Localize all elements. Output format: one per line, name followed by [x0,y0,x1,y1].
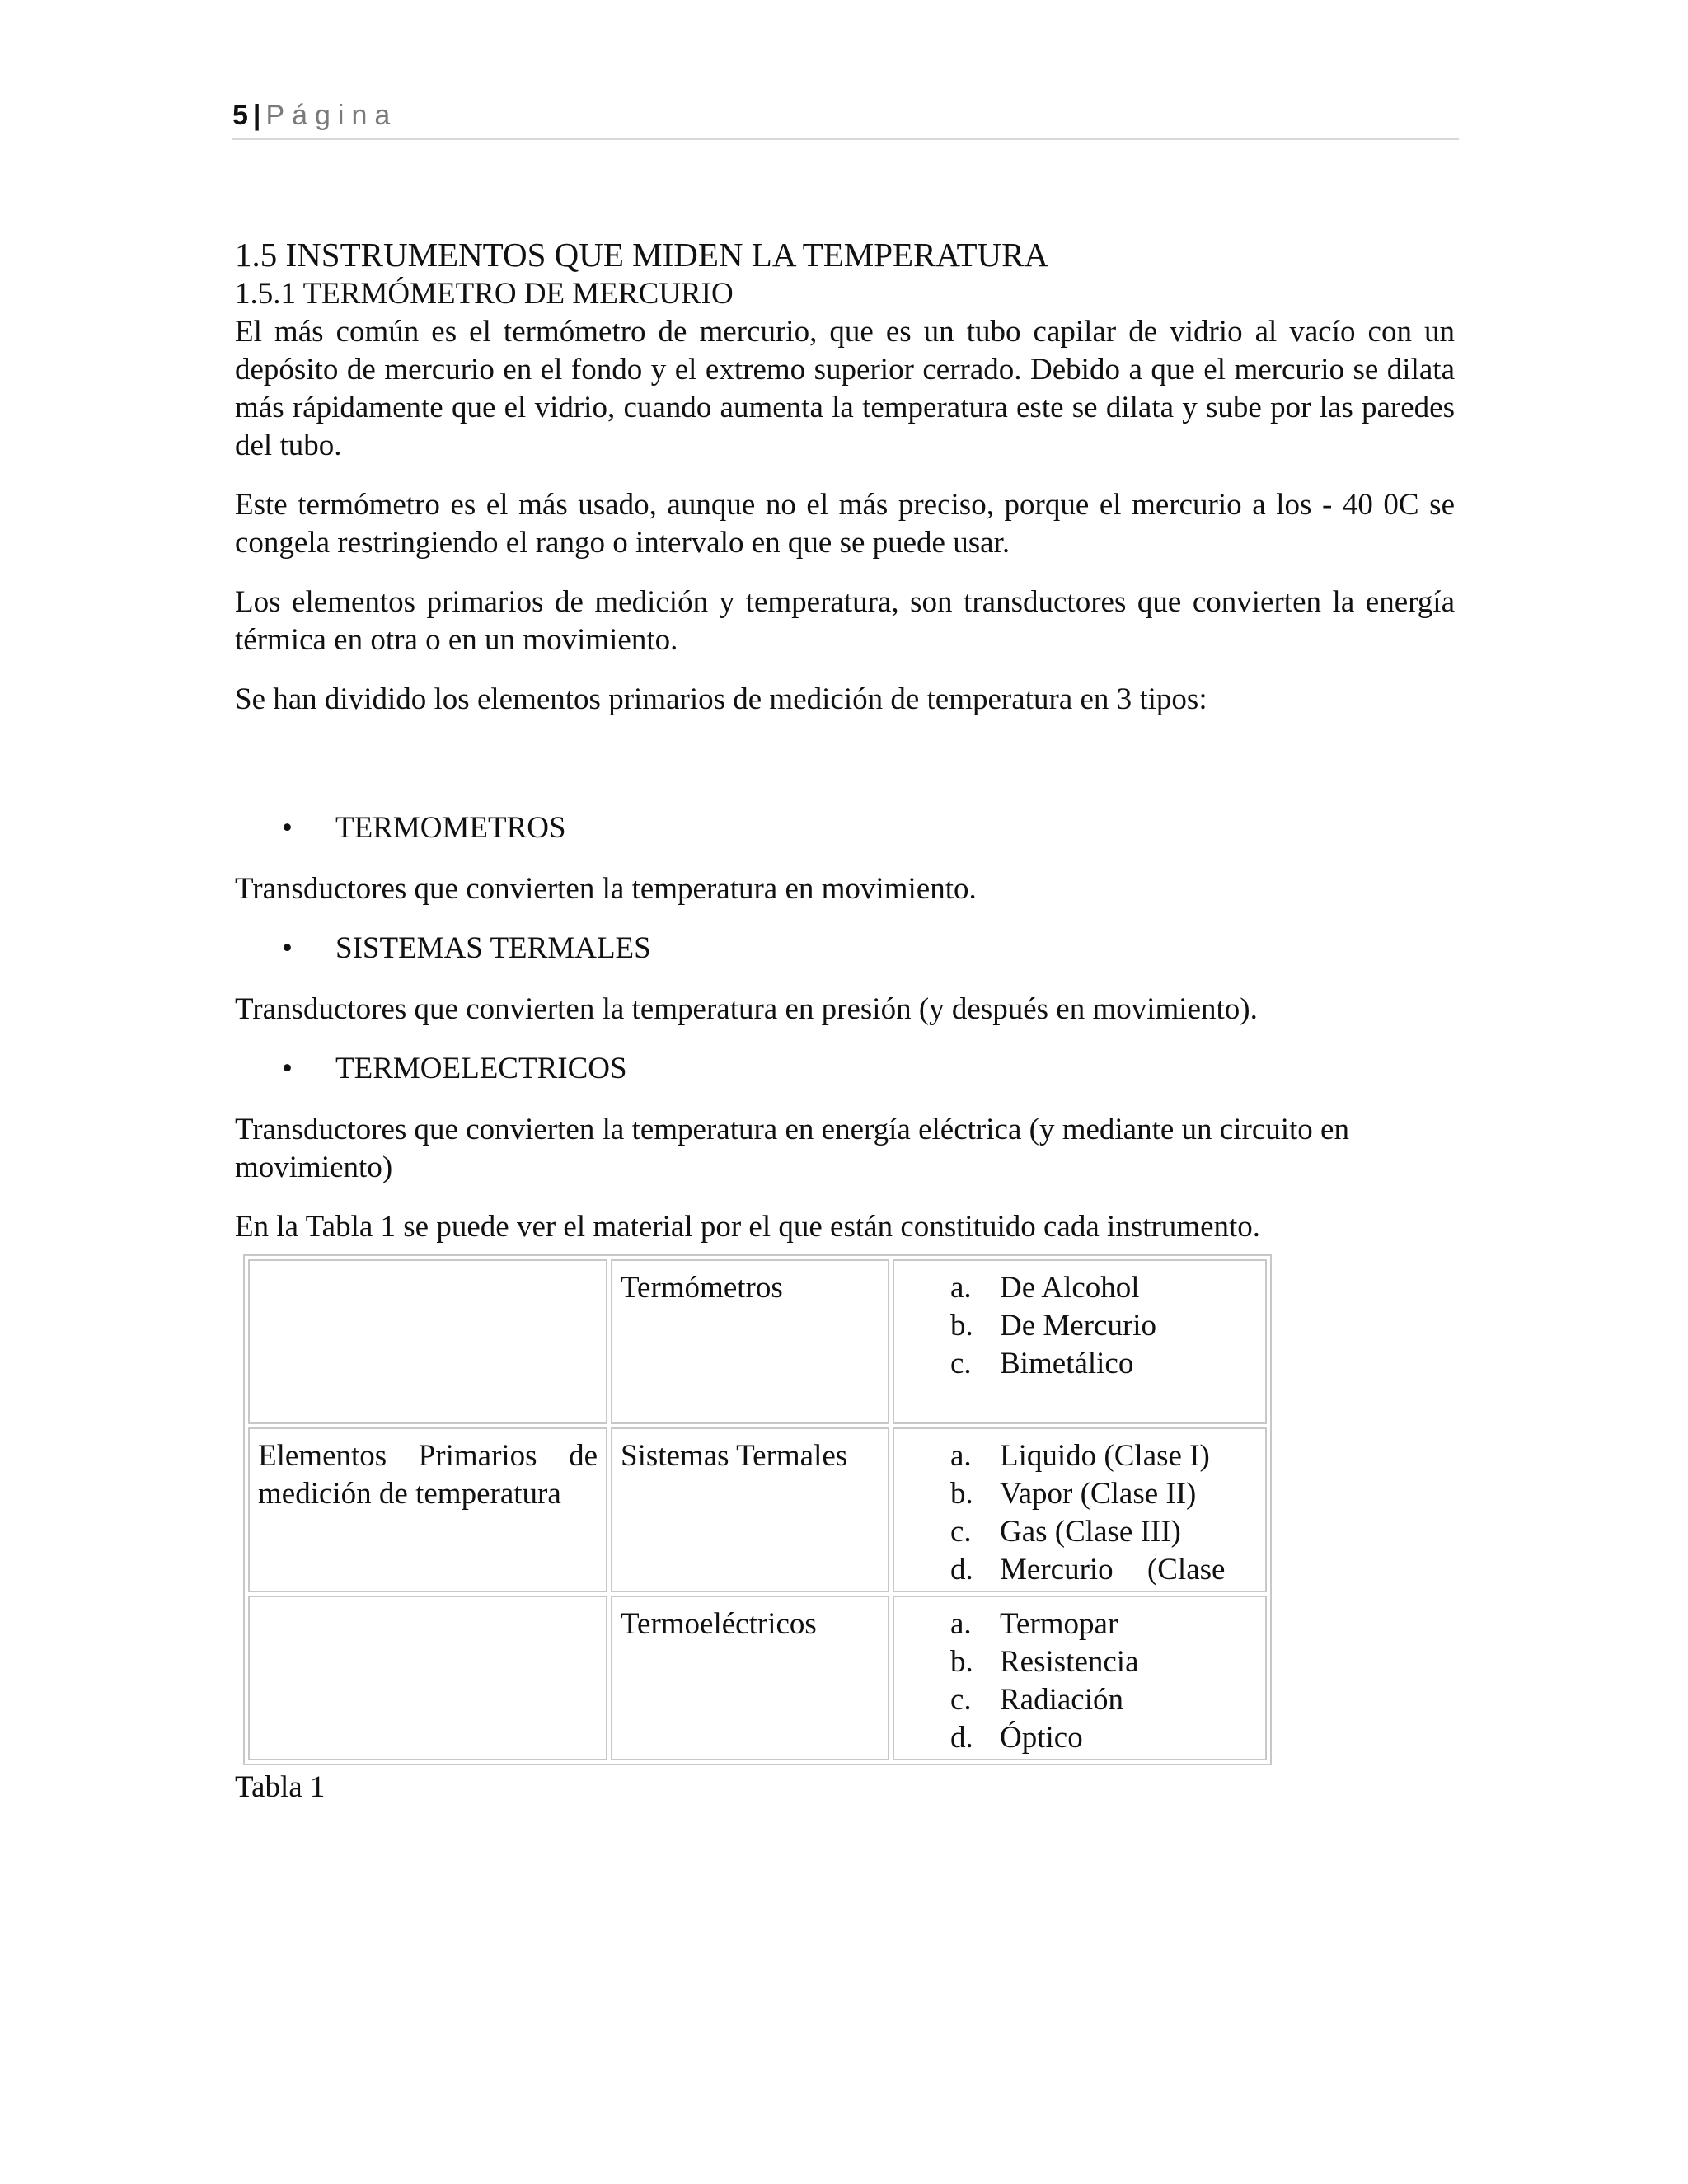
list-item: d. Mercurio (Clase [950,1553,1226,1586]
list-item: b. De Mercurio [950,1309,1157,1343]
bullet-label: SISTEMAS TERMALES [335,931,651,965]
table-cell-empty [248,1596,607,1760]
table-row [248,1259,1267,1424]
type-description: Transductores que convierten la temperatura en movimiento. [235,872,977,906]
subsection-title: 1.5.1 TERMÓMETRO DE MERCURIO [235,277,734,311]
list-item: c. Gas (Clase III) [950,1515,1181,1549]
list-item: a. Termopar [950,1607,1118,1641]
list-item: c. Radiación [950,1683,1124,1717]
paragraph-1: El más común es el termómetro de mercurio, que es un tubo capilar de vidrio al vacío con un depósito de mercurio en el fondo y el extremo superior cerrado. Debido a que el mercurio se dilata más rápidamente que el vidrio, cuando aumenta la temperatura este se dilata y sube por las paredes del tubo. [235,315,1455,462]
table-caption: Tabla 1 [235,1770,326,1804]
table-cell-category: Sistemas Termales [611,1427,889,1592]
table-cell-items [893,1259,1267,1424]
document-body [235,234,1455,1807]
paragraph-4: Se han dividido los elementos primarios de medición de temperatura en 3 tipos: [235,682,1207,716]
list-item: a. Liquido (Clase I) [950,1439,1210,1473]
bullet-termometros [235,809,1455,847]
page-word: Página [265,100,398,131]
bullet-icon: • [282,931,293,965]
bullet-icon: • [282,811,293,845]
section-title: 1.5 INSTRUMENTOS QUE MIDEN LA TEMPERATURA [235,236,1049,274]
bullet-label: TERMOMETROS [335,811,566,845]
list-item: b. Vapor (Clase II) [950,1477,1197,1511]
list-item: c. Bimetálico [950,1347,1134,1380]
table-cell-items [893,1596,1267,1760]
table-cell-category: Termómetros [611,1259,889,1424]
paragraph-3: Los elementos primarios de medición y temperatura, son transductores que convierten la energía térmica en otra o en un movimiento. [235,585,1455,657]
bullet-label: TERMOELECTRICOS [335,1052,627,1085]
list-item: b. Resistencia [950,1645,1139,1679]
table-intro: En la Tabla 1 se puede ver el material por el que están constituido cada instrumento. [235,1210,1261,1244]
header-separator: | [252,100,261,131]
table-cell-empty [248,1259,607,1424]
bullet-sistemas-termales [235,930,1455,968]
page-header [232,97,1459,140]
instruments-table [243,1254,1272,1765]
bullet-termoelectricos [235,1050,1455,1088]
table-row-header: Elementos Primarios de medición de temperatura [248,1427,607,1592]
table-cell-items [893,1427,1267,1592]
type-description: Transductores que convierten la temperatura en presión (y después en movimiento). [235,992,1258,1026]
bullet-icon: • [282,1052,293,1085]
table-row [248,1427,1267,1592]
list-item: d. Óptico [950,1721,1083,1755]
table-row [248,1596,1267,1760]
type-description: Transductores que convierten la temperatura en energía eléctrica (y mediante un circuito en movimiento) [235,1113,1349,1184]
page-number: 5 [232,100,248,131]
paragraph-2: Este termómetro es el más usado, aunque no el más preciso, porque el mercurio a los - 40 0C se congela restringiendo el rango o intervalo en que se puede usar. [235,488,1455,560]
list-item: a. De Alcohol [950,1271,1140,1305]
table-cell-category: Termoeléctricos [611,1596,889,1760]
